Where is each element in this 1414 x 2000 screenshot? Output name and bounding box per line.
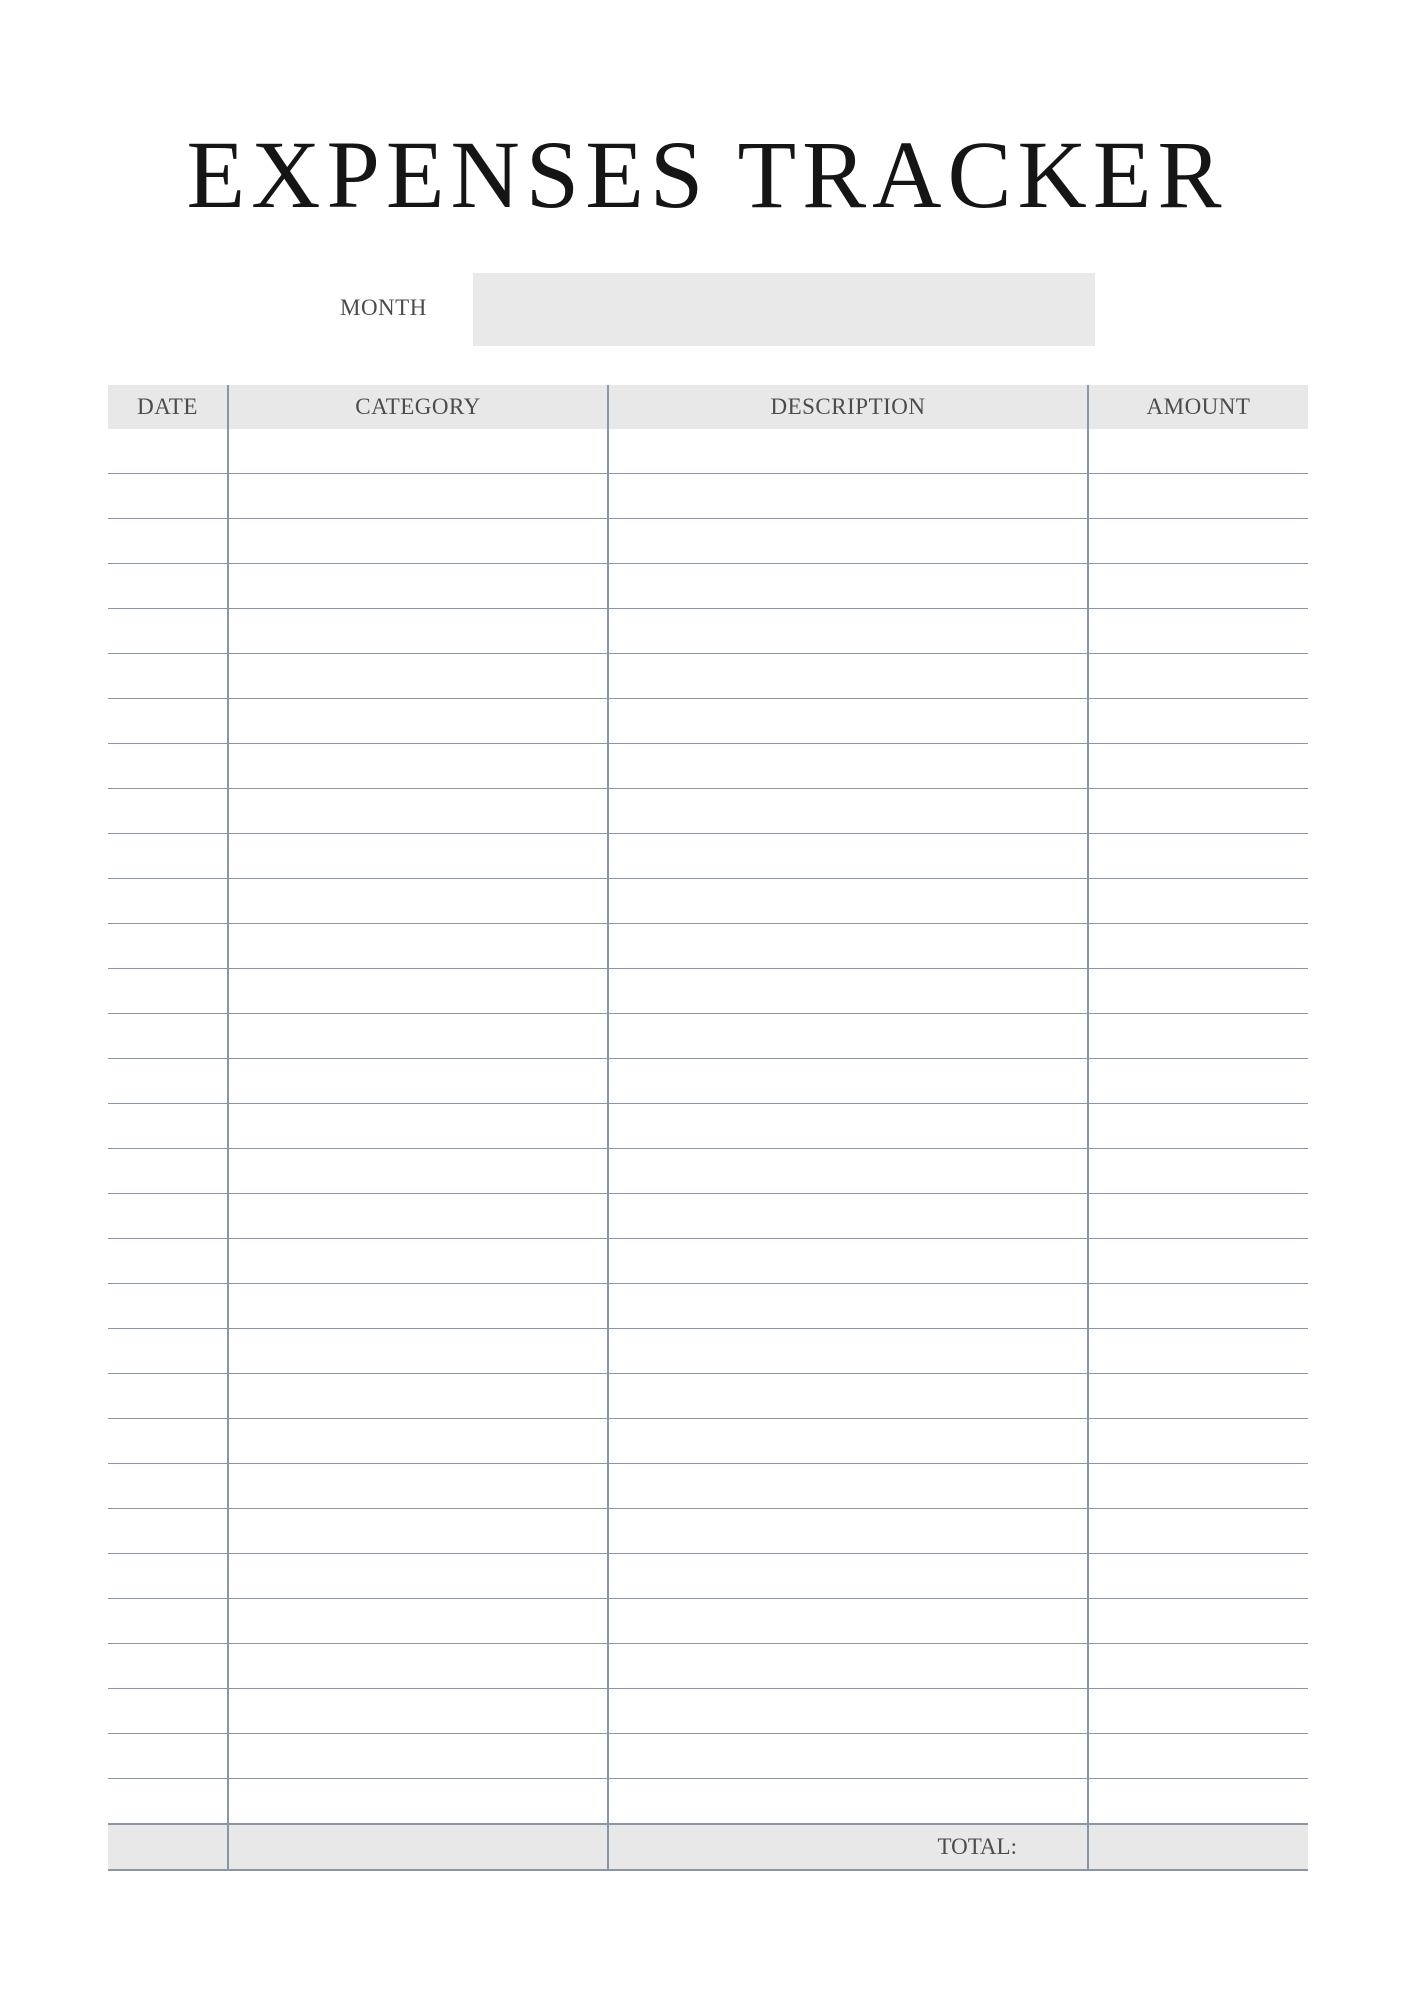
amount-cell[interactable]	[1088, 1734, 1308, 1779]
date-cell[interactable]	[108, 1509, 228, 1554]
date-cell[interactable]	[108, 1284, 228, 1329]
amount-cell[interactable]	[1088, 744, 1308, 789]
table-row	[108, 1059, 1308, 1104]
description-cell[interactable]	[608, 699, 1088, 744]
expenses-table-wrap	[108, 385, 1308, 1871]
date-cell[interactable]	[108, 1644, 228, 1689]
description-cell[interactable]	[608, 609, 1088, 654]
description-cell[interactable]	[608, 1419, 1088, 1464]
table-row	[108, 789, 1308, 834]
table-row	[108, 1194, 1308, 1239]
total-row	[108, 1824, 1308, 1870]
description-cell[interactable]	[608, 1779, 1088, 1825]
amount-cell[interactable]	[1088, 564, 1308, 609]
description-header: DESCRIPTION	[608, 385, 1088, 429]
category-cell[interactable]	[228, 474, 608, 519]
amount-cell[interactable]	[1088, 519, 1308, 564]
table-row	[108, 1689, 1308, 1734]
category-cell[interactable]	[228, 1014, 608, 1059]
amount-cell[interactable]	[1088, 834, 1308, 879]
date-cell[interactable]	[108, 564, 228, 609]
date-cell[interactable]	[108, 609, 228, 654]
description-cell[interactable]	[608, 1644, 1088, 1689]
description-cell[interactable]	[608, 924, 1088, 969]
description-cell[interactable]	[608, 969, 1088, 1014]
category-cell[interactable]	[228, 1779, 608, 1825]
date-cell[interactable]	[108, 744, 228, 789]
table-row	[108, 609, 1308, 654]
table-row	[108, 1239, 1308, 1284]
table-row	[108, 699, 1308, 744]
description-cell[interactable]	[608, 1509, 1088, 1554]
amount-cell[interactable]	[1088, 789, 1308, 834]
date-header: DATE	[108, 385, 228, 429]
category-cell[interactable]	[228, 924, 608, 969]
total-amount-field[interactable]	[1088, 1824, 1308, 1870]
header-row	[108, 385, 1308, 429]
category-cell[interactable]	[228, 1509, 608, 1554]
date-cell[interactable]	[108, 519, 228, 564]
table-row	[108, 564, 1308, 609]
category-cell[interactable]	[228, 1734, 608, 1779]
category-cell[interactable]	[228, 1149, 608, 1194]
amount-cell[interactable]	[1088, 1194, 1308, 1239]
description-cell[interactable]	[608, 564, 1088, 609]
amount-cell[interactable]	[1088, 1509, 1308, 1554]
table-row	[108, 654, 1308, 699]
amount-cell[interactable]	[1088, 1149, 1308, 1194]
description-cell[interactable]	[608, 1194, 1088, 1239]
total-cell-category	[228, 1824, 608, 1870]
amount-cell[interactable]	[1088, 924, 1308, 969]
category-cell[interactable]	[228, 1599, 608, 1644]
date-cell[interactable]	[108, 924, 228, 969]
description-cell[interactable]	[608, 1689, 1088, 1734]
date-cell[interactable]	[108, 1599, 228, 1644]
date-cell[interactable]	[108, 1419, 228, 1464]
amount-cell[interactable]	[1088, 609, 1308, 654]
amount-cell[interactable]	[1088, 1599, 1308, 1644]
amount-cell[interactable]	[1088, 1104, 1308, 1149]
category-cell[interactable]	[228, 699, 608, 744]
amount-cell[interactable]	[1088, 1014, 1308, 1059]
amount-cell[interactable]	[1088, 1689, 1308, 1734]
description-cell[interactable]	[608, 834, 1088, 879]
category-cell[interactable]	[228, 879, 608, 924]
description-cell[interactable]	[608, 429, 1088, 474]
category-cell[interactable]	[228, 789, 608, 834]
table-row	[108, 1509, 1308, 1554]
category-cell[interactable]	[228, 519, 608, 564]
date-cell[interactable]	[108, 1779, 228, 1825]
category-cell[interactable]	[228, 1284, 608, 1329]
amount-header: AMOUNT	[1088, 385, 1308, 429]
category-cell[interactable]	[228, 1689, 608, 1734]
table-row	[108, 744, 1308, 789]
table-row	[108, 969, 1308, 1014]
table-row	[108, 924, 1308, 969]
description-cell[interactable]	[608, 744, 1088, 789]
table-row	[108, 879, 1308, 924]
date-cell[interactable]	[108, 1014, 228, 1059]
table-row	[108, 1419, 1308, 1464]
month-label: MONTH	[340, 295, 427, 320]
category-cell[interactable]	[228, 609, 608, 654]
category-cell[interactable]	[228, 1419, 608, 1464]
date-cell[interactable]	[108, 1239, 228, 1284]
category-cell[interactable]	[228, 969, 608, 1014]
date-cell[interactable]	[108, 1059, 228, 1104]
date-cell[interactable]	[108, 789, 228, 834]
amount-cell[interactable]	[1088, 654, 1308, 699]
date-cell[interactable]	[108, 1149, 228, 1194]
description-cell[interactable]	[608, 1284, 1088, 1329]
description-cell[interactable]	[608, 1599, 1088, 1644]
category-cell[interactable]	[228, 1329, 608, 1374]
date-cell[interactable]	[108, 474, 228, 519]
category-cell[interactable]	[228, 654, 608, 699]
category-cell[interactable]	[228, 1059, 608, 1104]
description-cell[interactable]	[608, 474, 1088, 519]
amount-cell[interactable]	[1088, 699, 1308, 744]
table-row	[108, 1779, 1308, 1825]
amount-cell[interactable]	[1088, 429, 1308, 474]
description-cell[interactable]	[608, 1239, 1088, 1284]
date-cell[interactable]	[108, 1329, 228, 1374]
table-row	[108, 1734, 1308, 1779]
amount-cell[interactable]	[1088, 1419, 1308, 1464]
date-cell[interactable]	[108, 1554, 228, 1599]
table-row	[108, 1104, 1308, 1149]
page-title: EXPENSES TRACKER	[186, 121, 1228, 228]
amount-cell[interactable]	[1088, 1329, 1308, 1374]
description-cell[interactable]	[608, 1104, 1088, 1149]
table-row	[108, 1014, 1308, 1059]
description-cell[interactable]	[608, 519, 1088, 564]
date-cell[interactable]	[108, 1104, 228, 1149]
description-cell[interactable]	[608, 1149, 1088, 1194]
amount-cell[interactable]	[1088, 879, 1308, 924]
month-field[interactable]	[473, 273, 1095, 346]
table-row	[108, 1149, 1308, 1194]
category-cell[interactable]	[228, 1554, 608, 1599]
description-cell[interactable]	[608, 789, 1088, 834]
date-cell[interactable]	[108, 834, 228, 879]
table-row	[108, 519, 1308, 564]
category-cell[interactable]	[228, 564, 608, 609]
category-cell[interactable]	[228, 1239, 608, 1284]
amount-cell[interactable]	[1088, 474, 1308, 519]
date-cell[interactable]	[108, 969, 228, 1014]
table-row	[108, 474, 1308, 519]
description-cell[interactable]	[608, 1464, 1088, 1509]
category-cell[interactable]	[228, 744, 608, 789]
table-row	[108, 834, 1308, 879]
date-cell[interactable]	[108, 1734, 228, 1779]
description-cell[interactable]	[608, 1734, 1088, 1779]
date-cell[interactable]	[108, 1464, 228, 1509]
table-row	[108, 429, 1308, 474]
table-row	[108, 1464, 1308, 1509]
date-cell[interactable]	[108, 654, 228, 699]
description-cell[interactable]	[608, 654, 1088, 699]
date-cell[interactable]	[108, 1194, 228, 1239]
amount-cell[interactable]	[1088, 1284, 1308, 1329]
category-cell[interactable]	[228, 1194, 608, 1239]
amount-cell[interactable]	[1088, 1239, 1308, 1284]
table-row	[108, 1554, 1308, 1599]
description-cell[interactable]	[608, 1374, 1088, 1419]
date-cell[interactable]	[108, 1689, 228, 1734]
category-cell[interactable]	[228, 1464, 608, 1509]
date-cell[interactable]	[108, 879, 228, 924]
table-row	[108, 1374, 1308, 1419]
expenses-table	[108, 385, 1308, 1871]
date-cell[interactable]	[108, 429, 228, 474]
total-cell-date	[108, 1824, 228, 1870]
description-cell[interactable]	[608, 1014, 1088, 1059]
total-label: TOTAL:	[608, 1824, 1088, 1870]
amount-cell[interactable]	[1088, 1059, 1308, 1104]
amount-cell[interactable]	[1088, 1779, 1308, 1825]
table-body	[108, 429, 1308, 1870]
category-header: CATEGORY	[228, 385, 608, 429]
description-cell[interactable]	[608, 1329, 1088, 1374]
category-cell[interactable]	[228, 1104, 608, 1149]
amount-cell[interactable]	[1088, 1374, 1308, 1419]
category-cell[interactable]	[228, 1644, 608, 1689]
amount-cell[interactable]	[1088, 1644, 1308, 1689]
description-cell[interactable]	[608, 879, 1088, 924]
category-cell[interactable]	[228, 1374, 608, 1419]
description-cell[interactable]	[608, 1059, 1088, 1104]
amount-cell[interactable]	[1088, 1554, 1308, 1599]
table-row	[108, 1284, 1308, 1329]
date-cell[interactable]	[108, 699, 228, 744]
category-cell[interactable]	[228, 834, 608, 879]
amount-cell[interactable]	[1088, 969, 1308, 1014]
table-row	[108, 1329, 1308, 1374]
date-cell[interactable]	[108, 1374, 228, 1419]
table-row	[108, 1599, 1308, 1644]
amount-cell[interactable]	[1088, 1464, 1308, 1509]
category-cell[interactable]	[228, 429, 608, 474]
description-cell[interactable]	[608, 1554, 1088, 1599]
table-row	[108, 1644, 1308, 1689]
